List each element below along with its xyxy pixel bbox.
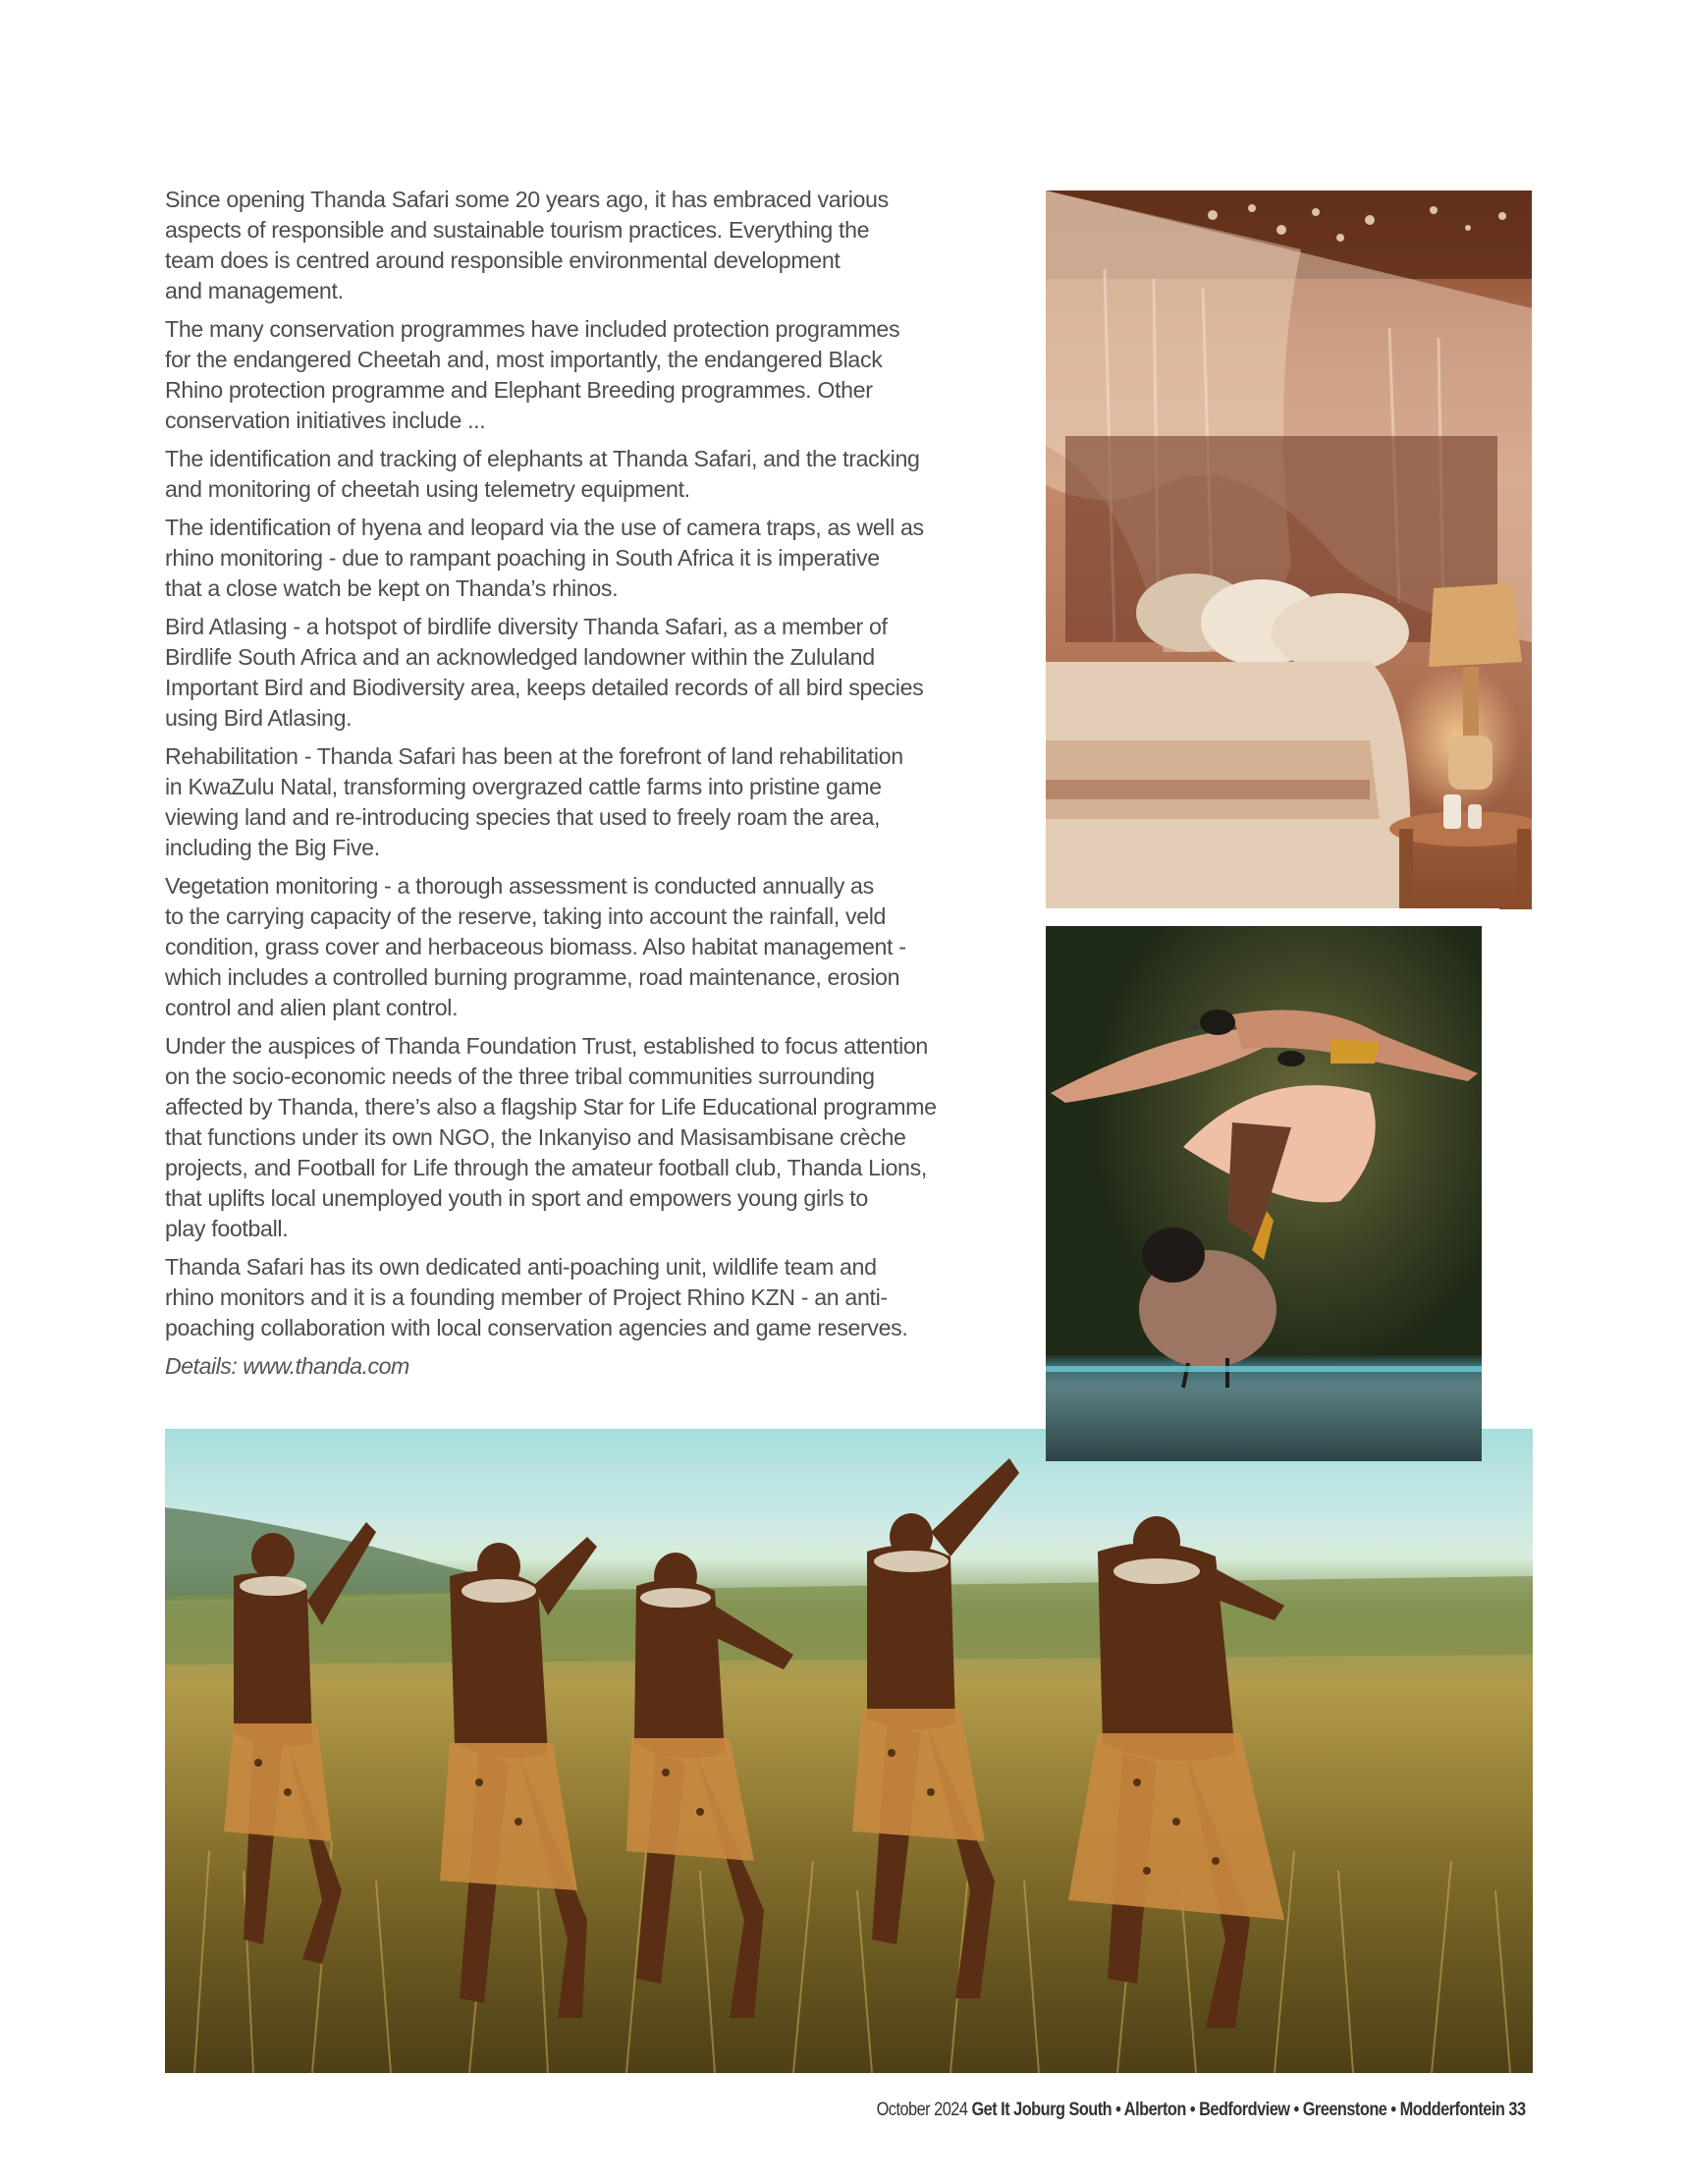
text-line: play football. xyxy=(165,1216,289,1241)
text-line: Birdlife South Africa and an acknowledged landowner within the Zululand xyxy=(165,644,875,670)
paragraph-bird-atlasing xyxy=(165,612,1029,734)
text-line: that uplifts local unemployed youth in sport and empowers young girls to xyxy=(165,1185,868,1211)
paragraph-conservation-programmes xyxy=(165,314,1029,436)
article-body xyxy=(165,185,1029,1382)
text-line: conservation initiatives include ... xyxy=(165,408,486,433)
text-line: Under the auspices of Thanda Foundation Trust, established to focus attention xyxy=(165,1033,928,1059)
page-footer xyxy=(877,2098,1526,2123)
paragraph-anti-poaching xyxy=(165,1252,1029,1343)
text-line: poaching collaboration with local conservation agencies and game reserves. xyxy=(165,1315,908,1340)
text-line: The identification and tracking of elephants at Thanda Safari, and the tracking xyxy=(165,446,920,471)
text-line: viewing land and re-introducing species that used to freely roam the area, xyxy=(165,804,881,830)
text-line: projects, and Football for Life through the amateur football club, Thanda Lions, xyxy=(165,1155,927,1180)
dancers-illustration xyxy=(165,1429,1533,2073)
bedroom-illustration xyxy=(1046,191,1532,909)
text-line: on the socio-economic needs of the three tribal communities surrounding xyxy=(165,1064,875,1089)
text-line: Rehabilitation - Thanda Safari has been at the forefront of land rehabilitation xyxy=(165,743,903,769)
text-line: Important Bird and Biodiversity area, keeps detailed records of all bird species xyxy=(165,675,924,700)
text-line: that a close watch be kept on Thanda’s rhinos. xyxy=(165,575,619,601)
text-line: which includes a controlled burning programme, road maintenance, erosion xyxy=(165,964,900,990)
text-line: for the endangered Cheetah and, most importantly, the endangered Black xyxy=(165,347,883,372)
text-line: control and alien plant control. xyxy=(165,995,459,1020)
text-line: Vegetation monitoring - a thorough assessment is conducted annually as xyxy=(165,873,874,899)
text-line: Bird Atlasing - a hotspot of birdlife diversity Thanda Safari, as a member of xyxy=(165,614,888,639)
paragraph-elephant-tracking xyxy=(165,444,1029,505)
text-line: Thanda Safari has its own dedicated anti-poaching unit, wildlife team and xyxy=(165,1254,877,1280)
paragraph-foundation-trust xyxy=(165,1031,1029,1244)
text-line: The identification of hyena and leopard via the use of camera traps, as well as xyxy=(165,515,924,540)
text-line: and management. xyxy=(165,278,344,303)
text-line: The many conservation programmes have included protection programmes xyxy=(165,316,900,342)
text-line: including the Big Five. xyxy=(165,835,380,860)
text-line: affected by Thanda, there’s also a flagship Star for Life Educational programme xyxy=(165,1094,937,1119)
text-line: team does is centred around responsible environmental development xyxy=(165,247,841,273)
text-line: Rhino protection programme and Elephant Breeding programmes. Other xyxy=(165,377,873,403)
text-line: that functions under its own NGO, the Inkanyiso and Masisambisane crèche xyxy=(165,1124,906,1150)
paragraph-intro xyxy=(165,185,1029,306)
birds-illustration xyxy=(1046,926,1482,1461)
paragraph-camera-traps xyxy=(165,513,1029,604)
text-line: using Bird Atlasing. xyxy=(165,705,353,731)
photo-bedroom xyxy=(1046,191,1532,909)
text-line: condition, grass cover and herbaceous biomass. Also habitat management - xyxy=(165,934,906,959)
paragraph-rehabilitation xyxy=(165,741,1029,863)
photo-birds xyxy=(1046,926,1482,1461)
text-line: rhino monitoring - due to rampant poaching in South Africa it is imperative xyxy=(165,545,880,571)
details-link[interactable]: Details: www.thanda.com xyxy=(165,1353,409,1379)
paragraph-vegetation-monitoring xyxy=(165,871,1029,1023)
text-line: rhino monitors and it is a founding member of Project Rhino KZN - an anti- xyxy=(165,1284,888,1310)
page-number: 33 xyxy=(1508,2100,1526,2120)
text-line: Since opening Thanda Safari some 20 years ago, it has embraced various xyxy=(165,187,889,212)
issue-date: October 2024 xyxy=(877,2100,968,2120)
text-line: to the carrying capacity of the reserve, taking into account the rainfall, veld xyxy=(165,903,887,929)
publication-name: Get It Joburg South • Alberton • Bedfordview • Greenstone • Modderfontein xyxy=(971,2100,1505,2120)
text-line: and monitoring of cheetah using telemetry equipment. xyxy=(165,476,690,502)
text-line: in KwaZulu Natal, transforming overgrazed cattle farms into pristine game xyxy=(165,774,882,799)
photo-zulu-dancers xyxy=(165,1429,1533,2073)
text-line: aspects of responsible and sustainable tourism practices. Everything the xyxy=(165,217,870,243)
